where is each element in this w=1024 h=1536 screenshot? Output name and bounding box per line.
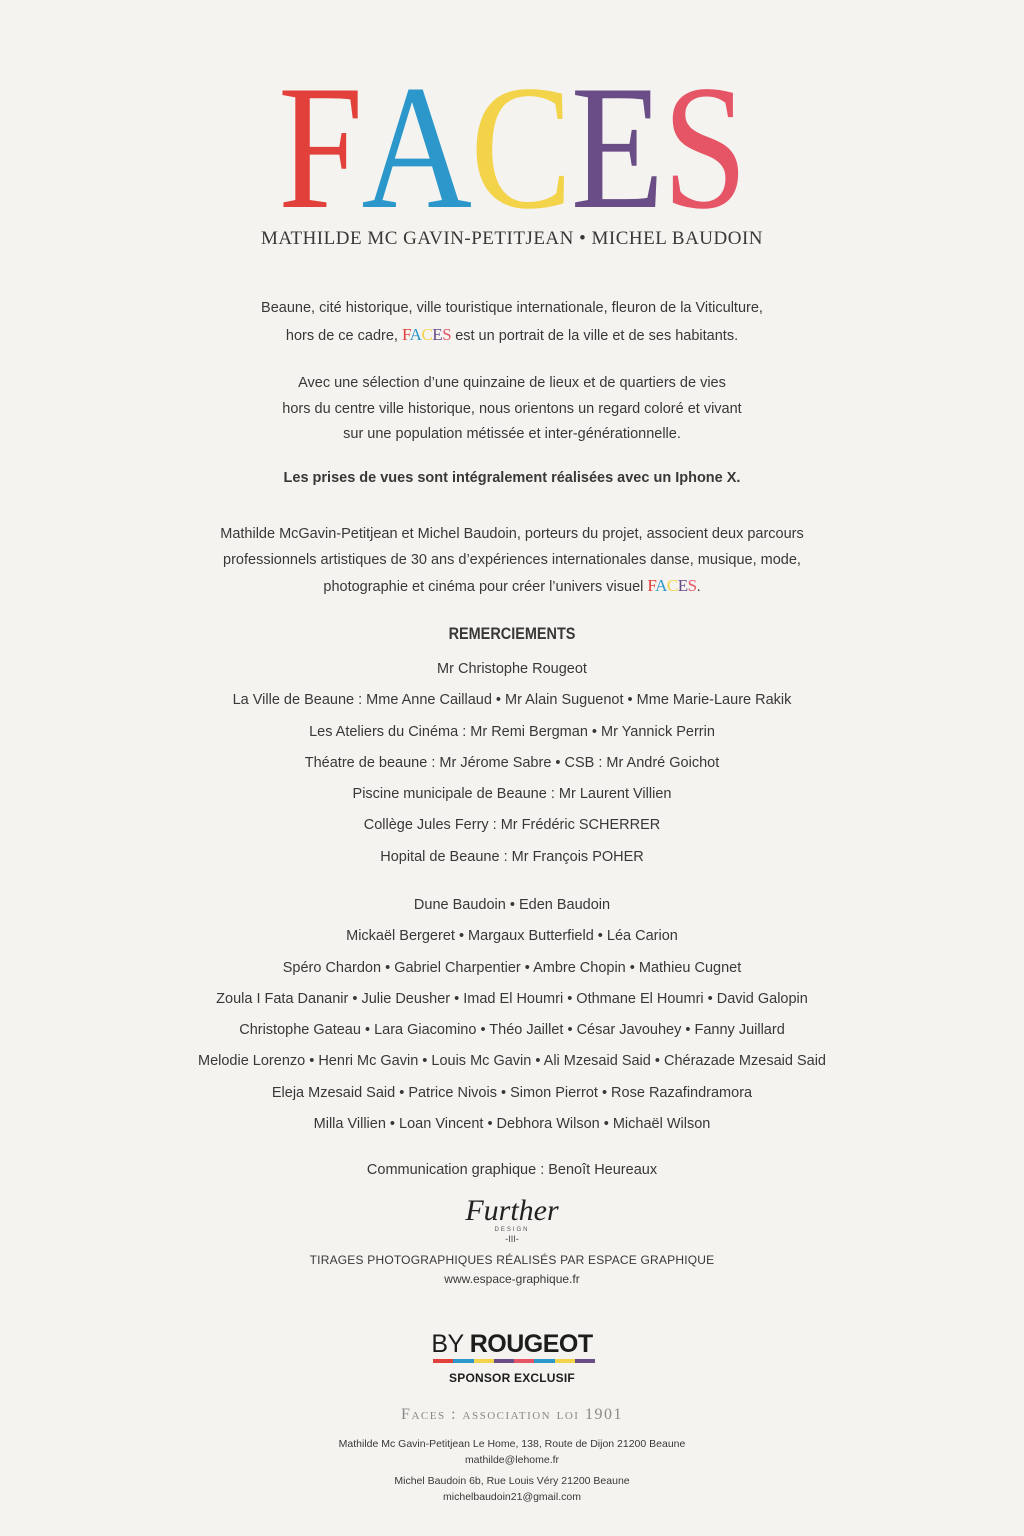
list-item: Christophe Gateau • Lara Giacomino • Théo Jaillet • César Javouhey • Fanny Juillard xyxy=(239,1022,785,1039)
thanks-people-list xyxy=(0,890,1024,1140)
intro-line: hors du centre ville historique, nous orientons un regard coloré et vivant xyxy=(282,400,742,417)
email-link[interactable]: michelbaudoin21@gmail.com xyxy=(443,1491,581,1503)
thanks-institutional-list xyxy=(0,654,1024,873)
iphone-statement: Les prises de vues sont intégralement réalisées avec un Iphone X. xyxy=(283,470,741,486)
address-line: Michel Baudoin 6b, Rue Louis Véry 21200 Beaune xyxy=(394,1475,630,1487)
title-letter: F xyxy=(278,48,362,246)
graphic-credit: Communication graphique : Benoît Heureaux xyxy=(366,1162,658,1178)
further-design-subtitle: DESIGN xyxy=(494,1227,530,1233)
further-design-logo: Further xyxy=(465,1194,559,1227)
intro-line xyxy=(0,573,1024,601)
email-link[interactable]: mathilde@lehome.fr xyxy=(464,1454,560,1466)
list-item: Mickaël Bergeret • Margaux Butterfield • Léa Carion xyxy=(346,928,678,945)
list-item: Zoula I Fata Dananir • Julie Deusher • Imad El Houmri • Othmane El Houmri • David Galopin xyxy=(216,990,808,1007)
intro-line: professionnels artistiques de 30 ans d’expériences internationales danse, musique, mode, xyxy=(223,551,801,568)
color-segment xyxy=(555,1359,575,1363)
color-segment xyxy=(453,1359,473,1363)
color-segment xyxy=(474,1359,494,1363)
list-item: Piscine municipale de Beaune : Mr Laurent Villien xyxy=(352,786,672,803)
list-item: Hopital de Beaune : Mr François POHER xyxy=(380,848,644,865)
sponsor-label: SPONSOR EXCLUSIF xyxy=(449,1371,575,1385)
title-letter: A xyxy=(361,48,471,246)
color-segment xyxy=(534,1359,554,1363)
list-item: Théatre de beaune : Mr Jérome Sabre • CSB : Mr André Goichot xyxy=(304,754,720,771)
intro-line: Mathilde McGavin-Petitjean et Michel Baudoin, porteurs du projet, associent deux parcours xyxy=(220,526,804,542)
list-item: La Ville de Beaune : Mme Anne Caillaud • Mr Alain Suguenot • Mme Marie-Laure Rakik xyxy=(232,692,792,709)
intro-line xyxy=(0,322,1024,350)
list-item: Milla Villien • Loan Vincent • Debhora Wilson • Michaël Wilson xyxy=(313,1116,711,1133)
title-letter: C xyxy=(470,48,571,246)
color-segment xyxy=(514,1359,534,1363)
address-michel xyxy=(0,1473,1024,1505)
intro-line: Beaune, cité historique, ville touristique internationale, fleuron de la Viticulture, xyxy=(261,300,763,316)
association-title: Faces : association loi 1901 xyxy=(401,1406,623,1423)
rougeot-color-bar xyxy=(433,1359,595,1363)
inline-faces-logo: FACES xyxy=(401,324,452,344)
list-item: Spéro Chardon • Gabriel Charpentier • Ambre Chopin • Mathieu Cugnet xyxy=(282,959,742,976)
list-item: Les Ateliers du Cinéma : Mr Remi Bergman • Mr Yannick Perrin xyxy=(309,723,715,740)
rougeot-by: BY xyxy=(431,1330,470,1358)
list-item: Eleja Mzesaid Said • Patrice Nivois • Simon Pierrot • Rose Razafindramora xyxy=(271,1084,753,1101)
list-item: Collège Jules Ferry : Mr Frédéric SCHERRER xyxy=(363,817,661,834)
intro-text: est un portrait de la ville et de ses habitants. xyxy=(455,327,739,344)
rougeot-name: ROUGEOT xyxy=(469,1330,593,1358)
intro-paragraph-2 xyxy=(0,371,1024,448)
list-item: Dune Baudoin • Eden Baudoin xyxy=(413,897,611,913)
authors-line: MATHILDE MC GAVIN-PETITJEAN • MICHEL BAUDOIN xyxy=(260,228,764,249)
inline-faces-logo: FACES xyxy=(647,576,697,595)
intro-paragraph-4 xyxy=(0,522,1024,601)
intro-line: Avec une sélection d’une quinzaine de lieux et de quartiers de vies xyxy=(298,375,726,391)
further-design-mark: -III- xyxy=(505,1234,519,1244)
intro-line: sur une population métissée et inter-générationnelle. xyxy=(343,426,681,442)
color-segment xyxy=(433,1359,453,1363)
intro-text: hors de ce cadre, xyxy=(285,327,398,344)
espace-graphique-link[interactable]: www.espace-graphique.fr xyxy=(444,1272,580,1286)
thanks-heading: REMERCIEMENTS xyxy=(448,624,576,643)
address-line: Mathilde Mc Gavin-Petitjean Le Home, 138, Route de Dijon 21200 Beaune xyxy=(338,1438,686,1450)
intro-paragraph-1 xyxy=(0,296,1024,349)
intro-text: photographie et cinéma pour créer l’univers visuel xyxy=(323,579,644,595)
list-item: Mr Christophe Rougeot xyxy=(437,661,587,677)
color-segment xyxy=(494,1359,514,1363)
list-item: Melodie Lorenzo • Henri Mc Gavin • Louis Mc Gavin • Ali Mzesaid Said • Chérazade Mzesaid Said xyxy=(198,1053,826,1070)
address-mathilde xyxy=(0,1436,1024,1468)
prints-credit: TIRAGES PHOTOGRAPHIQUES RÉALISÉS PAR ESPACE GRAPHIQUE xyxy=(309,1253,715,1267)
color-segment xyxy=(575,1359,595,1363)
title-letter: S xyxy=(662,48,746,246)
title-letter: E xyxy=(570,48,663,246)
rougeot-logo xyxy=(0,1330,1024,1359)
intro-text: . xyxy=(696,579,701,595)
